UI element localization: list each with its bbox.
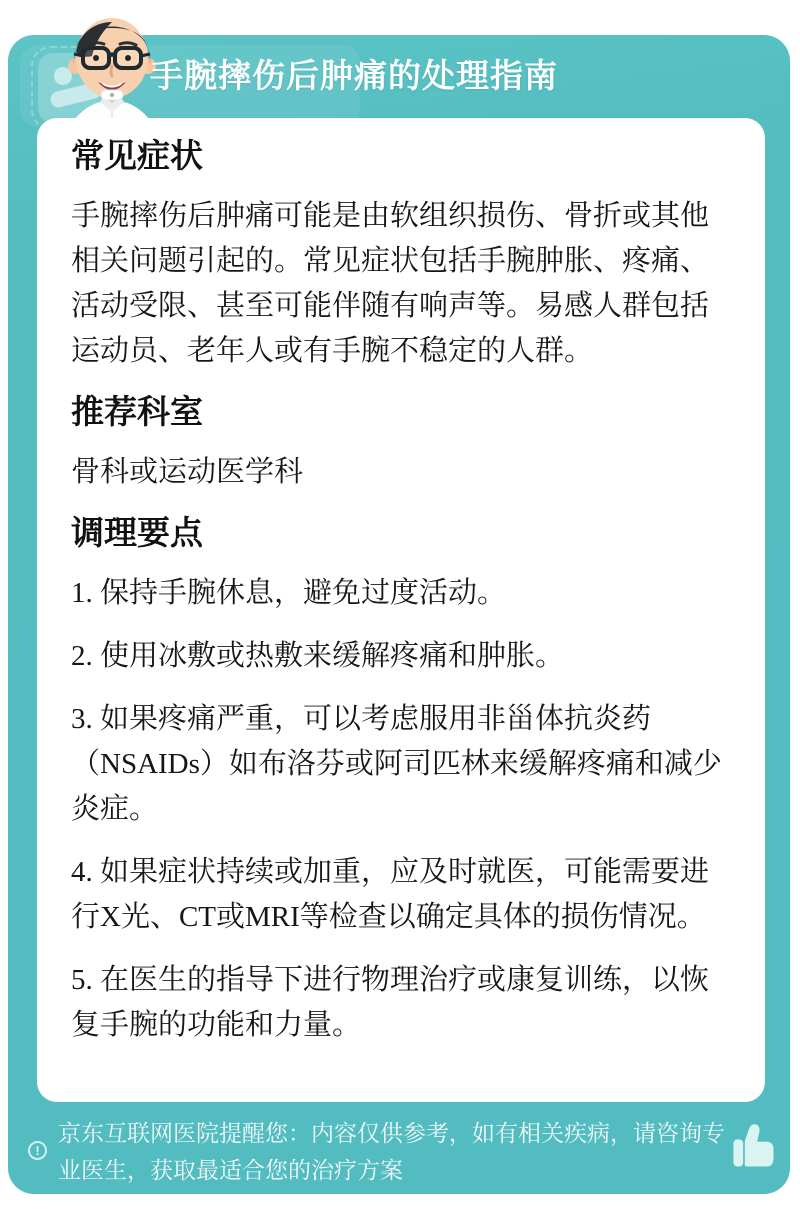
advice-item: 1. 保持手腕休息，避免过度活动。 [71, 577, 507, 609]
thumbs-up-icon[interactable] [728, 1121, 780, 1173]
advice-item: 2. 使用冰敷或热敷来缓解疼痛和肿胀。 [71, 640, 565, 672]
advice-item: 3. 如果疼痛严重，可以考虑服用非甾体抗炎药（NSAIDs）如布洛芬或阿司匹林来缓解疼痛和减少炎症。 [71, 703, 722, 825]
page-title: 手腕摔伤后肿痛的处理指南 [150, 57, 558, 94]
disclaimer-text: 京东互联网医院提醒您：内容仅供参考，如有相关疾病，请咨询专业医生，获取最适合您的治疗方案 [58, 1120, 725, 1183]
advice-item: 5. 在医生的指导下进行物理治疗或康复训练，以恢复手腕的功能和力量。 [71, 964, 710, 1041]
section-heading-care-points: 调理要点 [71, 514, 203, 551]
guide-card [37, 118, 765, 1102]
department-paragraph: 骨科或运动医学科 [71, 456, 304, 488]
symptoms-paragraph: 手腕摔伤后肿痛可能是由软组织损伤、骨折或其他相关问题引起的。常见症状包括手腕肿胀、疼痛、活动受限、甚至可能伴随有响声等。易感人群包括运动员、老年人或有手腕不稳定的人群。 [71, 200, 710, 367]
guide-panel [8, 35, 790, 1194]
section-heading-department: 推荐科室 [71, 393, 203, 430]
section-heading-symptoms: 常见症状 [71, 137, 203, 174]
advice-item: 4. 如果症状持续或加重，应及时就医，可能需要进行X光、CT或MRI等检查以确定具体的损伤情况。 [71, 856, 710, 933]
exclamation-circle-icon: ! [28, 1141, 47, 1160]
footer [8, 1113, 790, 1194]
